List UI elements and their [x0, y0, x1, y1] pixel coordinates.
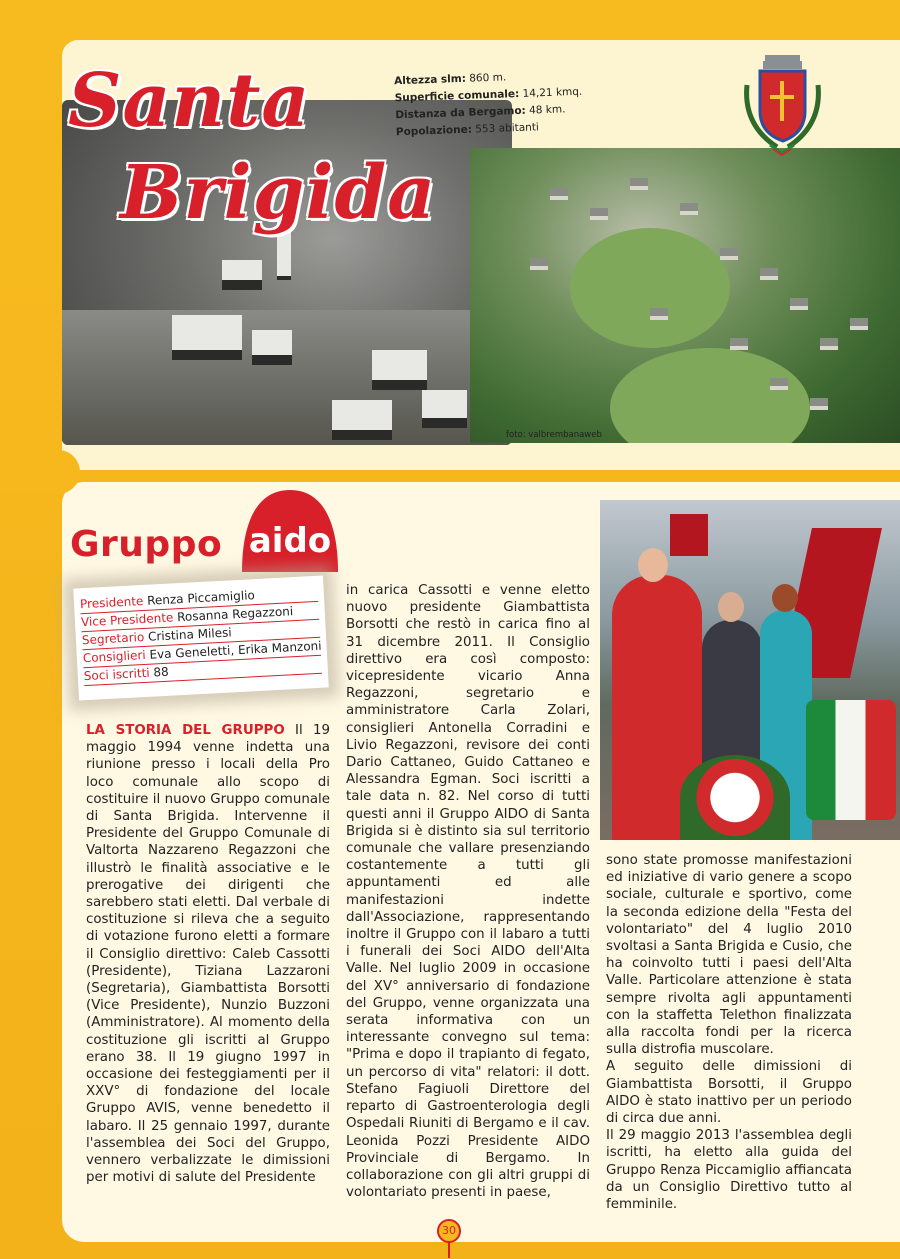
officers-box	[73, 576, 329, 701]
photo-credit: foto: valbrembanaweb	[506, 430, 602, 440]
officer-row: Presidente Renza Piccamiglio	[80, 584, 319, 614]
article-lead: LA STORIA DEL GRUPPO	[86, 723, 285, 738]
article-text: Il 19 maggio 1994 venne indetta una riunione presso i locali della Pro loco comunale allo scopo di costituire il nuovo Gruppo comunale di Santa Brigida. Intervenne il Presidente del Gruppo Comunale di Valtorta Nazzareno Regazzoni che illustrò le finalità associative e le prerogative dei dirigenti che sarebbero stati eletti. Dal verbale di costituzione si rileva che a seguito di votazione furono eletti a formare il Consiglio direttivo: Caleb Cassotti (Presidente), Tiziana Lazzaroni (Segretaria), Giambattista Borsotti (Vice Presidente), Nunzio Buzzoni (Amministratore). Al momento della costituzione gli iscritti al Gruppo erano 38. Il 19 giugno 1997 in occasione dei festeggiamenti per il XXV° di fondazione del locale Gruppo AVIS, venne benedetto il labaro. Il 25 gennaio 1997, durante l'assemblea dei Soci del Gruppo, vennero verbalizzate le dimissioni per motivi di salute del Presidente	[86, 723, 330, 1186]
officer-row: Consiglieri Eva Geneletti, Erika Manzoni	[82, 638, 321, 668]
fact-population: Popolazione: 553 abitanti	[395, 121, 540, 139]
section-heading: Gruppo	[70, 524, 223, 565]
article-column-2	[346, 582, 590, 1201]
article-paragraph: sono state promosse manifestazioni ed iniziative di vario genere a scopo sociale, culturale e sportivo, come la seconda edizione della "Festa del volontariato" del 4 luglio 2010 svoltasi a Santa Brigida e Cusio, che ha coinvolto tutti i paesi dell'Alta Valle. Particolare attenzione è stata sempre rivolta agli appuntamenti con la staffetta Telethon finalizzata alla raccolta fondi per la ricerca sulla distrofia muscolare.	[606, 853, 852, 1058]
article-column-3	[606, 852, 852, 1213]
article-paragraph: Il 29 maggio 2013 l'assemblea degli iscritti, ha eletto alla guida del Gruppo Renza Piccamiglio affiancata da un Consiglio Direttivo tutto al femminile.	[606, 1128, 852, 1213]
officer-row: Vice Presidente Rosanna Regazzoni	[81, 602, 320, 632]
officer-row: Segretario Cristina Milesi	[82, 620, 321, 650]
aido-logo-icon	[240, 486, 340, 572]
fact-distance: Distanza da Bergamo: 48 km.	[395, 103, 566, 122]
page-title-line-2: Brigida	[120, 150, 437, 236]
page-title-line-1: Santa	[68, 58, 311, 144]
page-number-stem	[448, 1242, 450, 1258]
coat-of-arms-icon	[735, 45, 830, 165]
officer-row: Soci iscritti 88	[83, 656, 322, 686]
article-column-1	[86, 722, 330, 1186]
fact-area: Superficie comunale: 14,21 kmq.	[394, 85, 583, 105]
article-paragraph: A seguito delle dimissioni di Giambattista Borsotti, il Gruppo AIDO è stato inattivo per un periodo di circa due anni.	[606, 1059, 852, 1127]
town-facts	[394, 67, 584, 142]
aerial-village-photo	[470, 148, 900, 443]
frame-notch	[0, 450, 80, 494]
article-text: in carica Cassotti e venne eletto nuovo presidente Giambattista Borsotti che restò in carica fino al 31 dicembre 2011. Il Consiglio direttivo era così composto: vicepresidente vicario Anna Regazzoni, segretario e amministratore Carla Zolari, consiglieri Antonella Corradini e Livio Regazzoni, revisore dei conti Dario Cattaneo, Guido Cattaneo e Alessandra Egman. Soci iscritti a tale data n. 82. Nel corso di tutti questi anni il Gruppo AIDO di Santa Brigida si è distinto sia sul territorio comunale che vallare presenziando costantemente a tutti gli appuntamenti ed alle manifestazioni indette dall'Associazione, rappresentando inoltre il Gruppo con il labaro a tutti i funerali dei Soci AIDO dell'Alta Valle. Nel luglio 2009 in occasione del XV° anniversario di fondazione del Gruppo, venne organizzata una serata informativa con un interessante convegno sul tema: "Prima e dopo il trapianto di fegato, un percorso di vita" relatori: il dott. Stefano Fagiuoli Direttore del reparto di Gastroenterologia degli Ospedali Riuniti di Bergamo e il cav. Leonida Pozzi Presidente AIDO Provinciale di Bergamo. In collaborazione con gli altri gruppi di volontariato presenti in paese,	[346, 583, 590, 1201]
svg-text:aido: aido	[248, 521, 332, 561]
page-number: 30	[437, 1219, 461, 1243]
fact-altitude: Altezza slm: 860 m.	[393, 71, 507, 88]
ceremony-photo	[600, 500, 900, 840]
